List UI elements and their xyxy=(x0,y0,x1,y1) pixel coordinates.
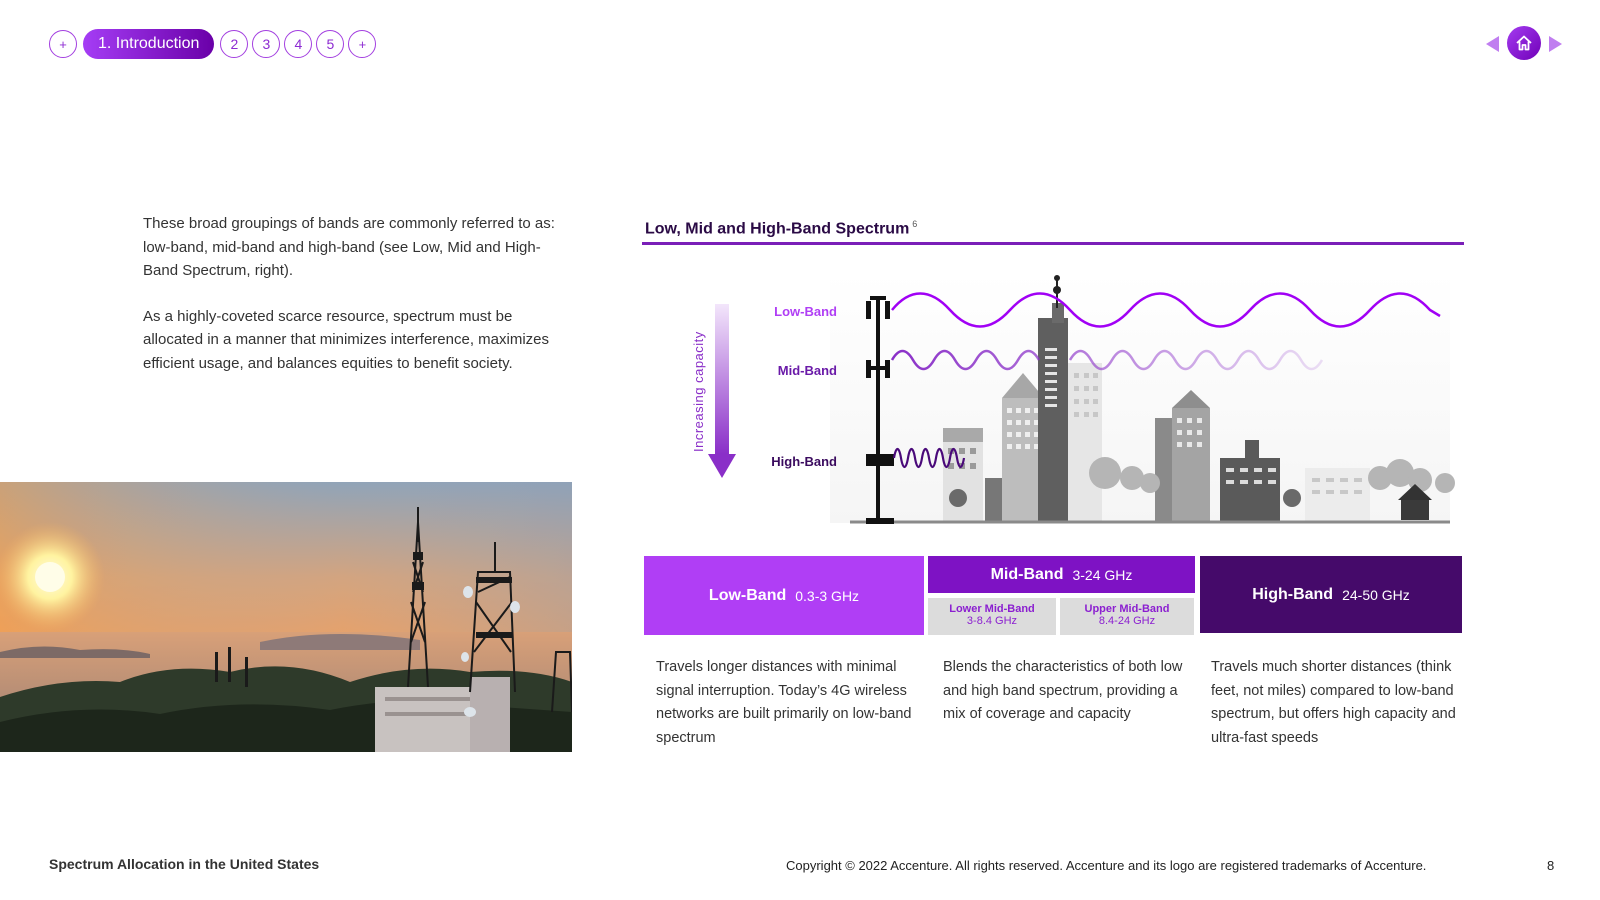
high-band-box xyxy=(1200,556,1462,633)
intro-paragraph: As a highly-coveted scarce resource, spectrum must be allocated in a manner that minimizes interference, maximizes efficient usage, and balances equities to benefit society. xyxy=(143,307,550,372)
low-band-description: Travels longer distances with minimal signal interruption. Today’s 4G wireless networks are built primarily on low-band spectrum xyxy=(656,659,912,746)
upper-mid-band-name: Upper Mid-Band xyxy=(1084,603,1170,615)
high-band-label: High-Band xyxy=(771,454,837,469)
document-title: Spectrum Allocation in the United States xyxy=(49,856,320,872)
next-page-arrow-icon[interactable] xyxy=(1549,36,1562,52)
section-navigation xyxy=(49,29,376,59)
title-divider xyxy=(642,242,1464,245)
capacity-arrow xyxy=(715,304,729,454)
footnote-marker: 6 xyxy=(912,219,918,229)
page-navigation xyxy=(1486,26,1576,62)
cell-tower-sunset-photo xyxy=(0,482,572,752)
capacity-axis-label: Increasing capacity xyxy=(691,331,706,452)
spectrum-diagram xyxy=(680,268,1460,528)
high-band-name: High-Band xyxy=(1252,585,1334,603)
nav-tab-4[interactable]: 4 xyxy=(284,30,312,58)
low-band-label: Low-Band xyxy=(774,304,837,319)
lower-mid-band-frequency: 3-8.4 GHz xyxy=(966,615,1018,627)
low-band-name: Low-Band xyxy=(708,586,787,604)
mid-band-description: Blends the characteristics of both low and high band spectrum, providing a mix of coverage and capacity xyxy=(943,659,1183,722)
high-band-description: Travels much shorter distances (think feet, not miles) compared to low-band spectrum, but offers high capacity and ultra-fast speeds xyxy=(1211,659,1456,746)
intro-text xyxy=(143,212,568,375)
nav-tab-3[interactable]: 3 xyxy=(252,30,280,58)
mid-band-frequency: 3-24 GHz xyxy=(1072,566,1133,583)
home-icon xyxy=(1515,34,1533,52)
nav-tab-2[interactable]: 2 xyxy=(220,30,248,58)
home-button[interactable] xyxy=(1507,26,1541,60)
previous-page-arrow-icon[interactable] xyxy=(1486,36,1499,52)
nav-tab-5[interactable]: 5 xyxy=(316,30,344,58)
copyright-notice: Copyright © 2022 Accenture. All rights reserved. Accenture and its logo are registered trademarks of Accenture. xyxy=(786,858,1427,873)
nav-next-button[interactable]: + xyxy=(348,30,376,58)
lower-mid-band-name: Lower Mid-Band xyxy=(949,603,1035,615)
low-band-box xyxy=(644,556,924,635)
page-number: 8 xyxy=(1547,858,1555,873)
figure-title-text: Low, Mid and High-Band Spectrum xyxy=(645,220,910,238)
upper-mid-band-box xyxy=(1060,598,1194,635)
mid-band-label: Mid-Band xyxy=(777,363,837,378)
mid-band-name: Mid-Band xyxy=(990,565,1064,583)
mid-band-box xyxy=(928,556,1195,593)
high-band-frequency: 24-50 GHz xyxy=(1342,586,1410,603)
nav-prev-button[interactable]: + xyxy=(49,30,77,58)
intro-paragraph: These broad groupings of bands are commonly referred to as: low-band, mid-band and high-band (see Low, Mid and High-Band Spectrum, right). xyxy=(143,215,555,279)
upper-mid-band-frequency: 8.4-24 GHz xyxy=(1098,615,1156,627)
lower-mid-band-box xyxy=(928,598,1056,635)
low-band-frequency: 0.3-3 GHz xyxy=(795,587,860,604)
figure-title xyxy=(645,219,917,238)
nav-tab-introduction[interactable]: 1. Introduction xyxy=(83,29,214,59)
